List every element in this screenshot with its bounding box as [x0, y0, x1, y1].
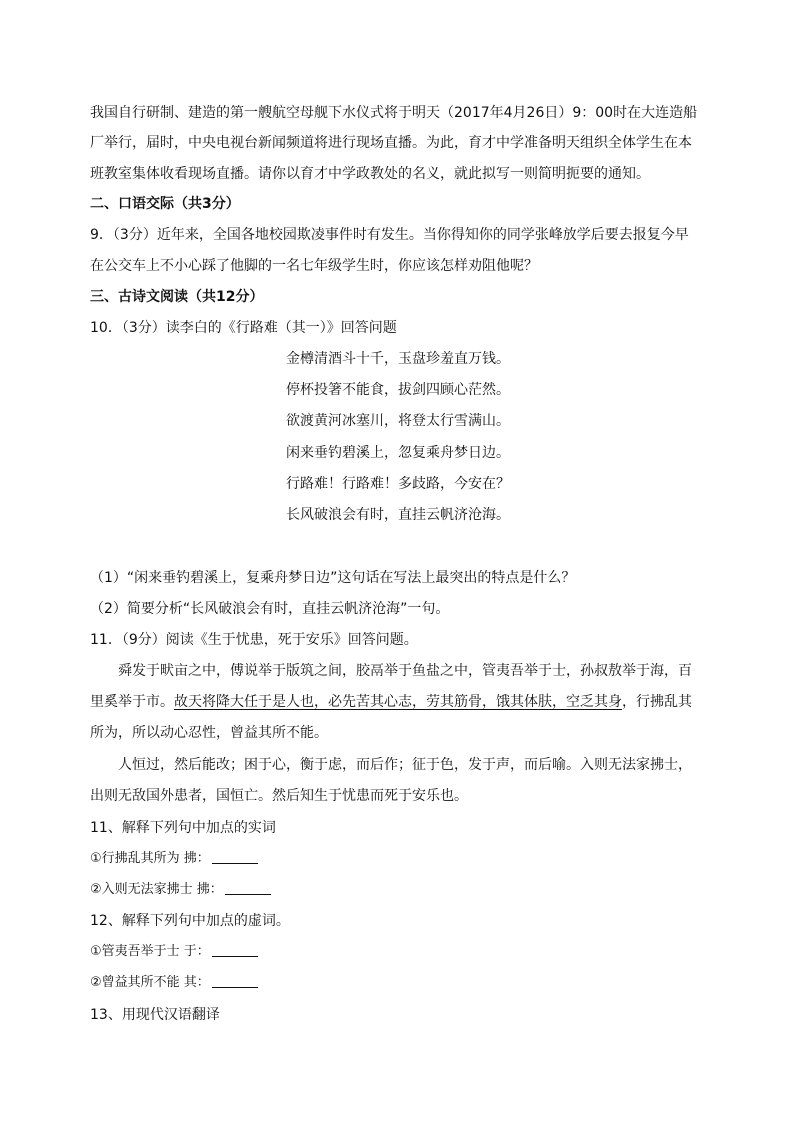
q10-sub-1: （1）“闲来垂钓碧溪上，复乘舟梦日边”这句话在写法上最突出的特点是什么？	[90, 570, 576, 586]
q10-sub-2: （2）简要分析“长风破浪会有时，直挂云帆济沧海”一句。	[90, 601, 450, 617]
passage-p2-line-2: 出则无敌国外患者，国恒亡。然后知生于忧患而死于安乐也。	[90, 788, 468, 804]
sub12-item-2	[90, 973, 258, 993]
sub12-title: 12、解释下列句中加点的虚词。	[90, 913, 290, 929]
passage-underlined-text: 故天将降大任于是人也，必先苦其心志，劳其筋骨，饿其体肤，空乏其身	[174, 694, 622, 710]
answer-blank[interactable]	[212, 849, 258, 864]
passage-text: 里奚举于市。	[90, 694, 174, 710]
sub11-item-1	[90, 849, 258, 869]
poem-line: 金樽清酒斗十千，玉盘珍羞直万钱。	[286, 351, 510, 367]
sub11-item-2	[90, 880, 271, 900]
sub13-title: 13、用现代汉语翻译	[90, 1007, 220, 1023]
passage-p1-line-2	[90, 692, 692, 712]
answer-blank[interactable]	[212, 942, 258, 957]
poem-line: 长风破浪会有时，直挂云帆济沧海。	[286, 507, 510, 523]
passage-p1-line-1: 舜发于畎亩之中，傅说举于版筑之间，胶鬲举于鱼盐之中，管夷吾举于士，孙叔敖举于海，百	[118, 663, 692, 679]
passage-text: ，行拂乱其	[622, 694, 692, 710]
passage-p2-line-1: 人恒过，然后能改；困于心，衡于虑，而后作；征于色，发于声，而后喻。入则无法家拂士，	[118, 757, 692, 773]
intro-line-1: 我国自行研制、建造的第一艘航空母舰下水仪式将于明天（2017年4月26日）9：00时在大连造船	[90, 105, 698, 121]
q9-line-1: 9．（3分）近年来，全国各地校园欺凌事件时有发生。当你得知你的同学张峰放学后要去报复今早	[90, 227, 689, 243]
q11-title: 11．（9分）阅读《生于忧患，死于安乐》回答问题。	[90, 632, 418, 648]
passage-p1-line-3: 所为，所以动心忍性，曾益其所不能。	[90, 725, 328, 741]
q10-title: 10．（3分）读李白的《行路难（其一）》回答问题	[90, 320, 397, 336]
question-text: ①行拂乱其所为 拂：	[90, 851, 210, 866]
question-text: ①管夷吾举于士 于：	[90, 944, 210, 959]
q9-line-2: 在公交车上不小心踩了他脚的一名七年级学生时，你应该怎样劝阻他呢？	[90, 258, 538, 274]
question-text: ②入则无法家拂士 拂：	[90, 882, 223, 897]
intro-line-3: 班教室集体收看现场直播。请你以育才中学政教处的名义，就此拟写一则简明扼要的通知。	[90, 166, 650, 182]
sub12-item-1	[90, 942, 258, 962]
intro-line-2: 厂举行，届时，中央电视台新闻频道将进行现场直播。为此，育才中学准备明天组织全体学生在本	[90, 135, 692, 151]
sub11-title: 11、解释下列句中加点的实词	[90, 820, 276, 836]
section-heading-oral: 二、口语交际（共3分）	[90, 196, 240, 212]
poem-line: 行路难！行路难！多歧路，今安在？	[286, 476, 510, 492]
question-text: ②曾益其所不能 其：	[90, 975, 210, 990]
poem-line: 闲来垂钓碧溪上，忽复乘舟梦日边。	[286, 445, 510, 461]
poem-line: 欲渡黄河冰塞川，将登太行雪满山。	[286, 413, 510, 429]
poem-line: 停杯投箸不能食，拔剑四顾心茫然。	[286, 382, 510, 398]
section-heading-poetry: 三、古诗文阅读（共12分）	[90, 289, 264, 305]
answer-blank[interactable]	[212, 973, 258, 988]
answer-blank[interactable]	[225, 880, 271, 895]
